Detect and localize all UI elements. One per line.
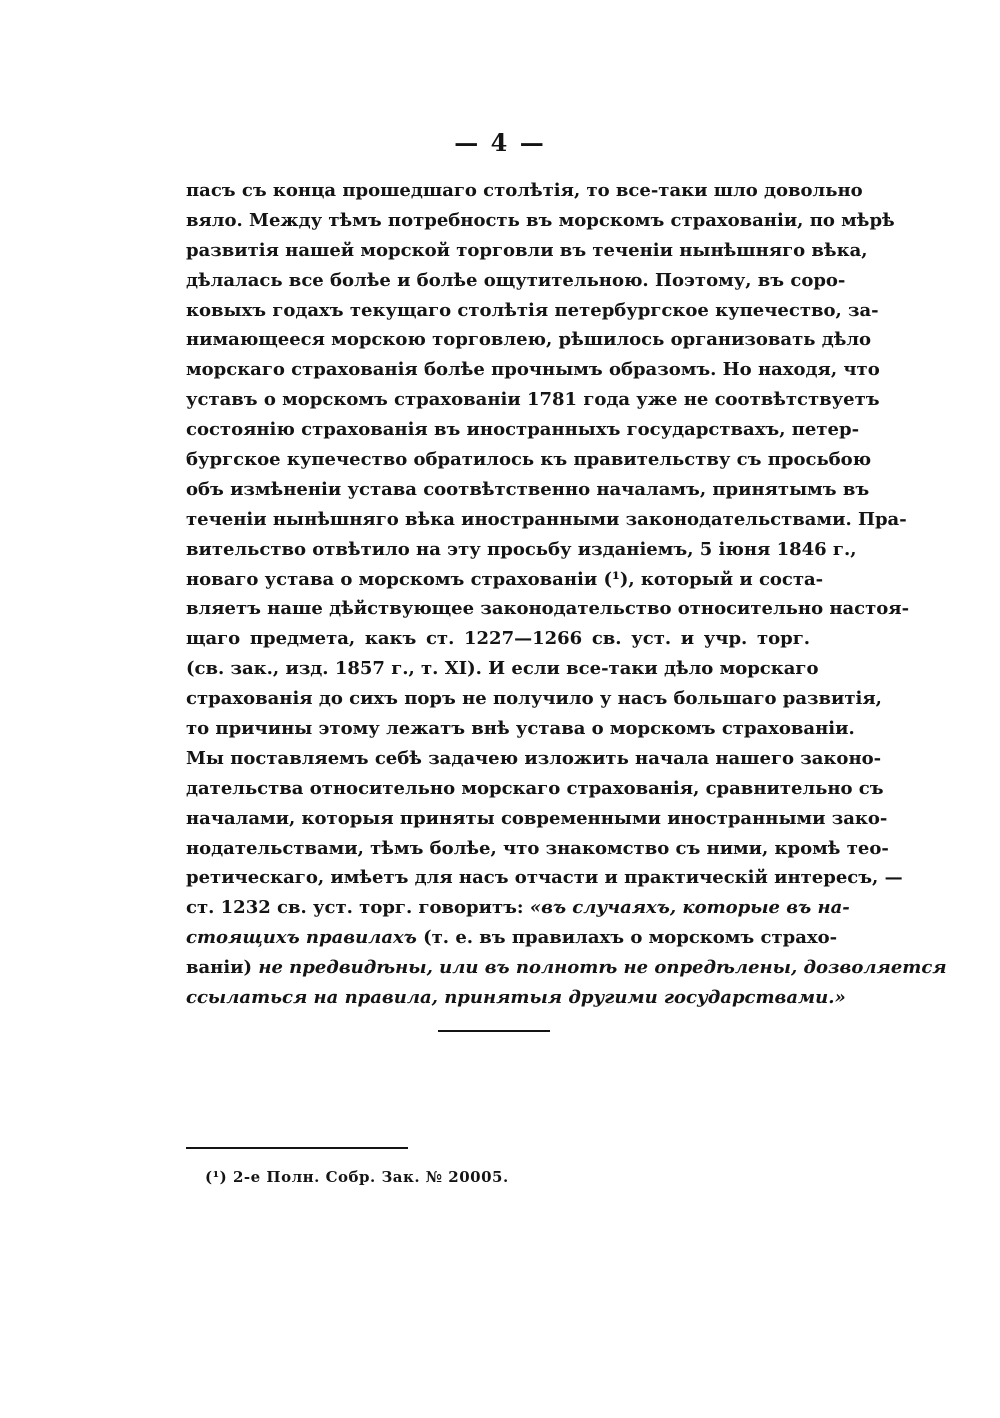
text-line: (св. зак., изд. 1857 г., т. XI). И если все-таки дѣло морскаго — [186, 658, 819, 680]
text-line: нимающееся морскою торговлею, рѣшилось организовать дѣло — [186, 329, 872, 351]
text-line: щаго предмета, какъ ст. 1227—1266 св. уст. и учр. торг. — [186, 628, 810, 650]
footnote-rule — [186, 1147, 408, 1149]
text-line: пасъ съ конца прошедшаго столѣтія, то все-таки шло довольно — [186, 180, 863, 201]
text-line: началами, которыя приняты современными иностранными зако- — [186, 807, 888, 829]
quote-italic: «въ случаяхъ, которые въ на- — [529, 897, 850, 919]
text-line: морскаго страхованія болѣе прочнымъ образомъ. Но находя, что — [186, 359, 880, 381]
text-line — [186, 983, 846, 1013]
text-line: вительство отвѣтило на эту просьбу изданіемъ, 5 іюня 1846 г., — [186, 538, 857, 560]
text-line — [186, 893, 850, 923]
text-line — [186, 923, 838, 953]
text-line: страхованія до сихъ поръ не получило у насъ большаго развитія, — [186, 688, 882, 710]
text-line — [186, 953, 947, 983]
body-text — [186, 176, 947, 1013]
text-segment: ваніи) — [186, 957, 253, 979]
text-line: нодательствами, тѣмъ болѣе, что знакомство съ ними, кромѣ тео- — [186, 837, 889, 859]
text-line: теченіи нынѣшняго вѣка иностранными законодательствами. Пра- — [186, 508, 907, 530]
quote-italic: стоящихъ правилахъ — [186, 927, 417, 949]
page-number: — 4 — — [454, 128, 546, 157]
text-line: дательства относительно морскаго страхованія, сравнительно съ — [186, 777, 884, 799]
text-line: новаго устава о морскомъ страхованіи (¹), который и соста- — [186, 568, 824, 590]
text-segment: (т. е. въ правилахъ о морскомъ страхо- — [423, 927, 838, 949]
text-line: развитія нашей морской торговли въ теченіи нынѣшняго вѣка, — [186, 239, 868, 261]
text-line: вляетъ наше дѣйствующее законодательство относительно настоя- — [186, 598, 910, 620]
text-line: объ измѣненіи устава соотвѣтственно началамъ, принятымъ въ — [186, 478, 870, 500]
text-segment: ст. 1232 св. уст. торг. говоритъ: — [186, 897, 524, 919]
text-line: бургское купечество обратилось къ правительству съ просьбою — [186, 449, 872, 471]
text-line: ретическаго, имѣетъ для насъ отчасти и практическій интересъ, — — [186, 867, 903, 889]
text-line: то причины этому лежатъ внѣ устава о морскомъ страхованіи. — [186, 718, 855, 740]
text-line: уставъ о морскомъ страхованіи 1781 года уже не соотвѣтствуетъ — [186, 389, 880, 411]
text-line: дѣлалась все болѣе и болѣе ощутительною. Поэтому, въ соро- — [186, 269, 846, 291]
text-line: Мы поставляемъ себѣ задачею изложить начала нашего законо- — [186, 747, 882, 769]
text-line: вяло. Между тѣмъ потребность въ морскомъ страхованіи, по мѣрѣ — [186, 209, 895, 231]
quote-italic: не предвидѣны, или въ полнотѣ не опредѣлены, дозволяется — [258, 957, 947, 979]
section-end-rule — [438, 1030, 550, 1032]
footnote: (¹) 2-е Полн. Собр. Зак. № 20005. — [205, 1168, 509, 1186]
text-line: состоянію страхованія въ иностранныхъ государствахъ, петер- — [186, 419, 860, 441]
text-line: ковыхъ годахъ текущаго столѣтія петербургское купечество, за- — [186, 299, 879, 321]
quote-italic: ссылаться на правила, принятыя другими государствами.» — [186, 987, 846, 1009]
